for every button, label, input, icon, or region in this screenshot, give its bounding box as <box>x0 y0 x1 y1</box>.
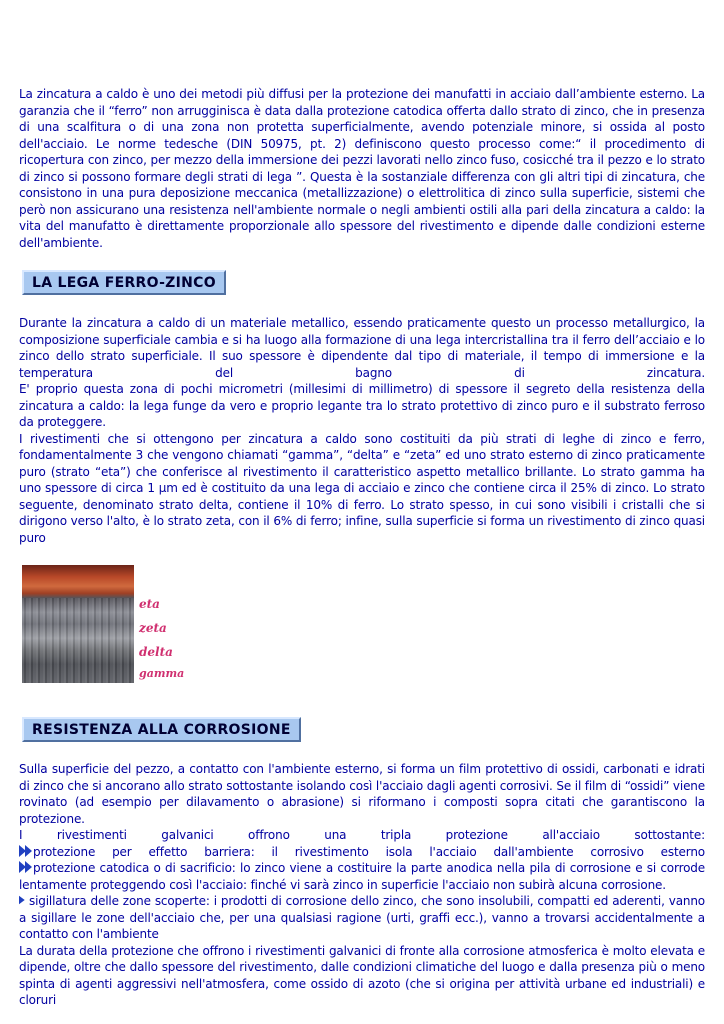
lega-paragraph-3: I rivestimenti che si ottengono per zincatura a caldo sono costituiti da più strati di leghe di zinco e ferro, fondamentalmente 3 che vengono chiamati “gamma”, “delta” e “zeta” ed uno strato esterno di zinco praticamente puro (strato “eta”) che conferisce al rivestimento il caratteristico aspetto metallico brillante. Lo strato gamma ha uno spessore di circa 1 µm ed è costituito da una lega di acciaio e zinco che contiene circa il 25% di zinco. Lo strato seguente, denominato strato delta, contiene il 10% di ferro. Lo strato spesso, in cui sono visibili i cristalli che si dirigono verso l'alto, è lo strato zeta, con il 6% di ferro; infine, sulla superficie si forma un rivestimento di zinco quasi puro <box>19 431 705 545</box>
bullet-sigillatura <box>19 893 705 943</box>
corrosione-paragraph-2: I rivestimenti galvanici offrono una tripla protezione all'acciaio sottostante: <box>19 828 705 842</box>
corrosione-paragraph-1: Sulla superficie del pezzo, a contatto con l'ambiente esterno, si forma un film protettivo di ossidi, carbonati e idrati di zinco che si ancorano allo strato sottostante isolando così l'acciaio dagli agenti corrosivi. Se il film di “ossidi” viene rovinato (ad esempio per dilavamento o abrasione) si riformano i composti sopra citati che garantiscono la protezione. <box>19 762 705 826</box>
double-arrow-icon <box>19 861 33 873</box>
lega-paragraph-1: Durante la zincatura a caldo di un materiale metallico, essendo praticamente questo un processo metallurgico, la composizione superficiale cambia e si ha luogo alla formazione di una lega intercristallina tra il ferro dell’acciaio e lo zinco dello strato superficiale. Il suo spessore è dipendente dal tipo di materiale, il tempo di immersione e la temperatura del bagno di zincatura. <box>19 316 705 380</box>
coating-layers-figure <box>22 565 185 683</box>
intro-paragraph: La zincatura a caldo è uno dei metodi più diffusi per la protezione dei manufatti in acciaio dall’ambiente esterno. La garanzia che il “ferro” non arrugginisca è data dalla protezione catodica offerta dallo strato di zinco, che in presenza di una scalfitura o di una zona non protetta superficialmente, avendo potenziale minore, si ossida al posto dell'acciaio. Le norme tedesche (DIN 50975, pt. 2) definiscono questo processo come:“ il procedimento di ricopertura con zinco, per mezzo della immersione dei pezzi lavorati nello zinco fuso, cosicché tra il pezzo e lo strato di zinco si possono formare degli strati di lega ”. Questa è la sostanziale differenza con gli altri tipi di zincatura, che consistono in una pura deposizione meccanica (metallizzazione) o elettrolitica di zinco sulla superficie, sistemi che però non assicurano una resistenza nell'ambiente normale o negli ambienti ostili alla pari della zincatura a caldo: la vita del manufatto è direttamente proporzionale allo spessore del rivestimento e dipende dalle condizioni esterne dell'ambiente. <box>19 87 705 250</box>
bullet-catodica <box>19 860 705 893</box>
layer-label-gamma: gamma <box>139 667 185 680</box>
corrosione-paragraph-3: La durata della protezione che offrono i rivestimenti galvanici di fronte alla corrosione atmosferica è molto elevata e dipende, oltre che dallo spessore del rivestimento, dalle condizioni climatiche del luogo e dalla presenza più o meno spinta di agenti aggressivi nell'atmosfera, come ossido di azoto (che si origina per attività urbane ed industriali) e cloruri <box>19 943 705 1007</box>
section-header-lega: LA LEGA FERRO-ZINCO <box>22 270 226 295</box>
coating-cross-section-image <box>22 565 134 683</box>
arrow-icon <box>19 894 29 906</box>
bullet-text: protezione per effetto barriera: il rivestimento isola l'acciaio dall'ambiente corrosivo esterno <box>33 844 705 859</box>
bullet-text: sigillatura delle zone scoperte: i prodotti di corrosione dello zinco, che sono insolubili, compatti ed aderenti, vanno a sigillare le zone dell'acciaio che, per una qualsiasi ragione (urti, graffi ecc.), vanno a trovarsi accidentalmente a contatto con l'ambiente <box>19 894 705 941</box>
layer-label-eta: eta <box>139 597 160 611</box>
double-arrow-icon <box>19 845 33 857</box>
bullet-barriera <box>19 844 705 861</box>
section-header-corrosione: RESISTENZA ALLA CORROSIONE <box>22 717 301 742</box>
layer-label-delta: delta <box>139 645 173 659</box>
document-body <box>19 86 705 1009</box>
layer-label-zeta: zeta <box>139 621 167 635</box>
lega-paragraph-2: E' proprio questa zona di pochi micrometri (millesimi di millimetro) di spessore il segreto della resistenza della zincatura a caldo: la lega funge da vero e proprio legante tra lo strato protettivo di zinco puro e il substrato ferroso da proteggere. <box>19 382 705 429</box>
bullet-text: protezione catodica o di sacrificio: lo zinco viene a costituire la parte anodica nella pila di corrosione e si corrode lentamente proteggendo così l'acciaio: finché vi sarà zinco in superficie l'acciaio non subirà alcuna corrosione. <box>19 861 705 892</box>
